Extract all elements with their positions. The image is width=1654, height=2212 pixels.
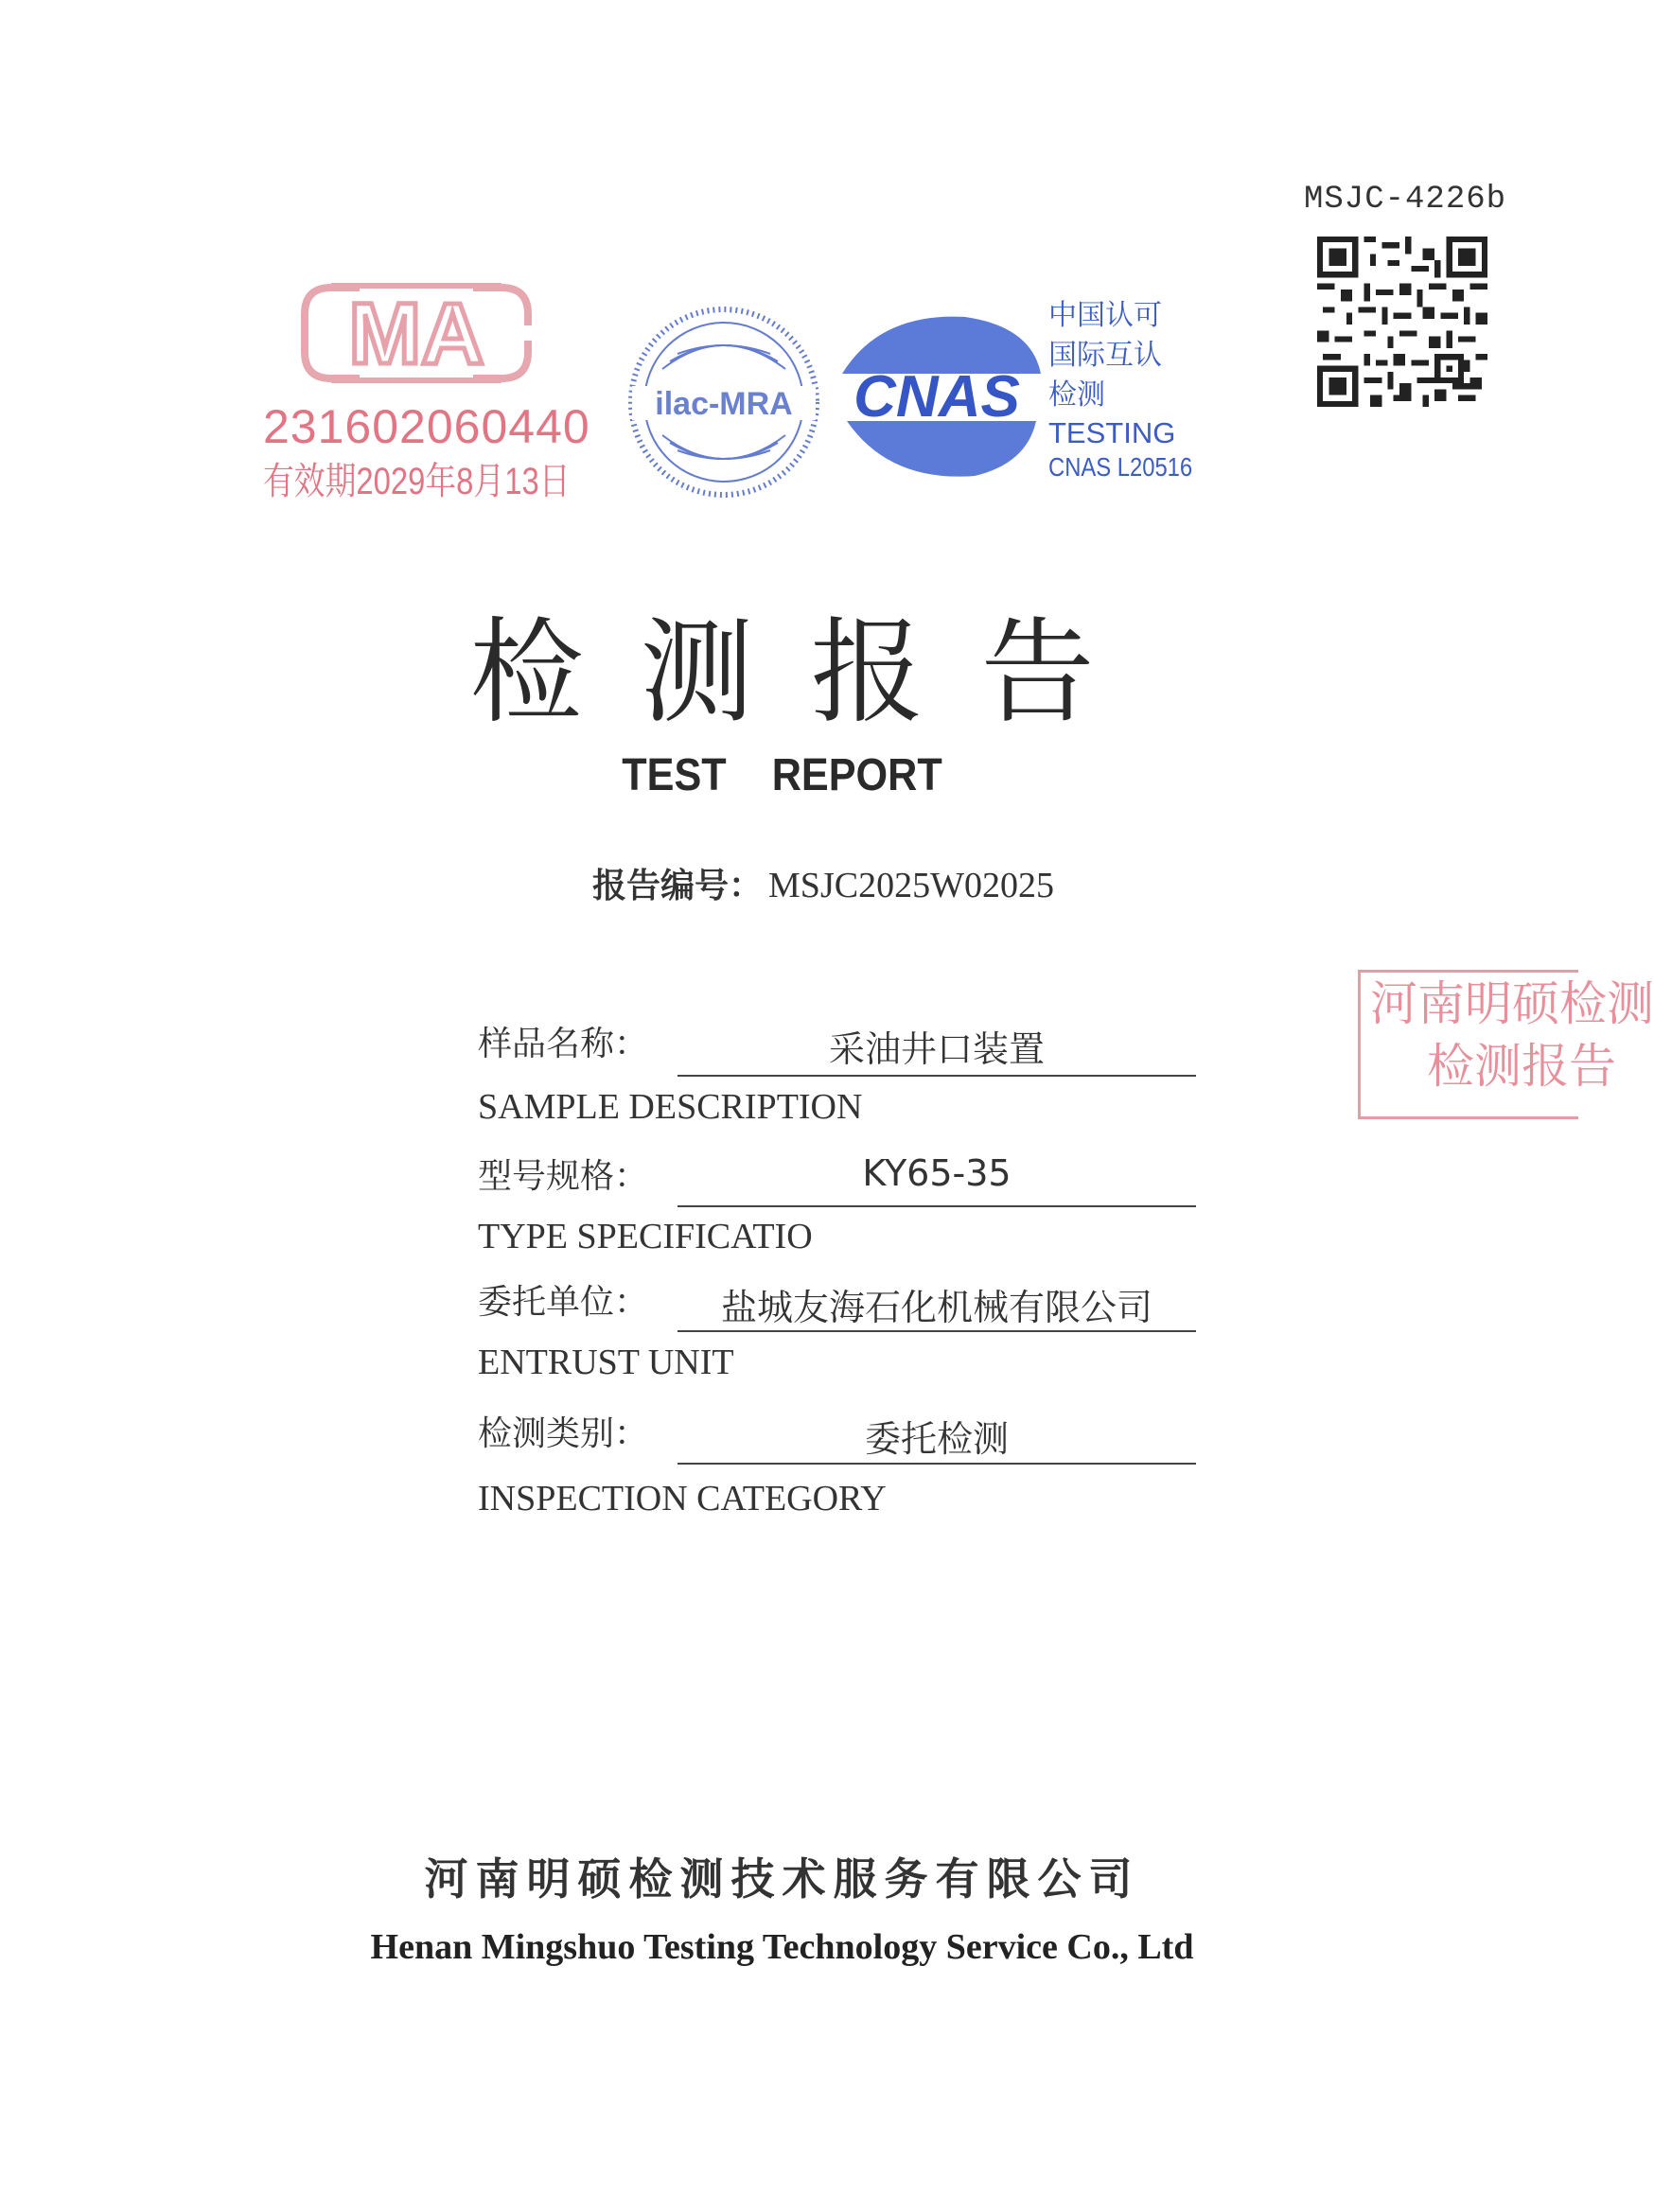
sample-description-label-en: SAMPLE DESCRIPTION <box>478 1087 863 1127</box>
inspection-category-underline <box>677 1463 1196 1465</box>
cnas-line-3: 检测 <box>1048 378 1105 412</box>
title-chinese <box>0 582 1564 745</box>
title-char-1: 检 <box>469 607 584 739</box>
cma-stamp <box>255 267 590 503</box>
cnas-logo-text: CNAS <box>853 364 1020 430</box>
side-stamp-line-1: 河南明硕检测 <box>1370 976 1654 1031</box>
company-name-cn: 河南明硕检测技术服务有限公司 <box>424 1853 1140 1905</box>
sample-description-underline <box>677 1075 1196 1077</box>
type-specification-label-cn: 型号规格： <box>478 1157 649 1196</box>
type-specification-label-en: TYPE SPECIFICATIO <box>478 1217 813 1256</box>
entrust-unit-value: 盐城友海石化机械有限公司 <box>720 1287 1153 1328</box>
company-name-en: Henan Mingshuo Testing Technology Service Co., Ltd <box>370 1927 1194 1967</box>
cma-logo <box>293 276 539 390</box>
ilac-mra-seal <box>625 303 823 501</box>
qr-code <box>1317 237 1487 407</box>
report-number <box>592 859 1054 907</box>
sample-description-value: 采油井口装置 <box>828 1028 1045 1070</box>
report-number-value: MSJC2025W02025 <box>768 866 1054 905</box>
company-side-stamp <box>1358 970 1654 1119</box>
side-stamp-line-2: 检测报告 <box>1427 1039 1616 1094</box>
title-english: TEST REPORT <box>622 750 942 800</box>
cnas-chinese-lines <box>1048 296 1162 415</box>
cma-number: 231602060440 <box>263 400 590 453</box>
document-code: MSJC-4226b <box>1304 182 1507 218</box>
cnas-accreditation-number: CNAS L20516 <box>1048 452 1193 482</box>
entrust-unit-label-en: ENTRUST UNIT <box>478 1343 734 1382</box>
cnas-line-1: 中国认可 <box>1048 299 1162 332</box>
cma-logo-text: MA <box>348 286 484 382</box>
cma-validity: 有效期2029年8月13日 <box>263 461 571 502</box>
inspection-category-label-cn: 检测类别： <box>478 1414 649 1453</box>
inspection-category-label-en: INSPECTION CATEGORY <box>478 1479 887 1519</box>
title-char-4: 告 <box>980 607 1095 739</box>
entrust-unit-underline <box>677 1330 1196 1332</box>
inspection-category-value: 委托检测 <box>864 1418 1009 1460</box>
ilac-text: ilac-MRA <box>655 386 793 422</box>
sample-description-label-cn: 样品名称： <box>478 1025 649 1063</box>
report-number-label: 报告编号： <box>592 867 764 905</box>
entrust-unit-label-cn: 委托单位： <box>478 1283 649 1322</box>
cnas-line-2: 国际互认 <box>1048 339 1162 372</box>
type-specification-value: KY65-35 <box>862 1152 1012 1194</box>
type-specification-underline <box>677 1205 1196 1207</box>
title-char-3: 报 <box>810 607 924 739</box>
cnas-logo <box>823 307 1050 483</box>
title-char-2: 测 <box>640 607 754 739</box>
cnas-testing-label: TESTING <box>1048 416 1176 449</box>
